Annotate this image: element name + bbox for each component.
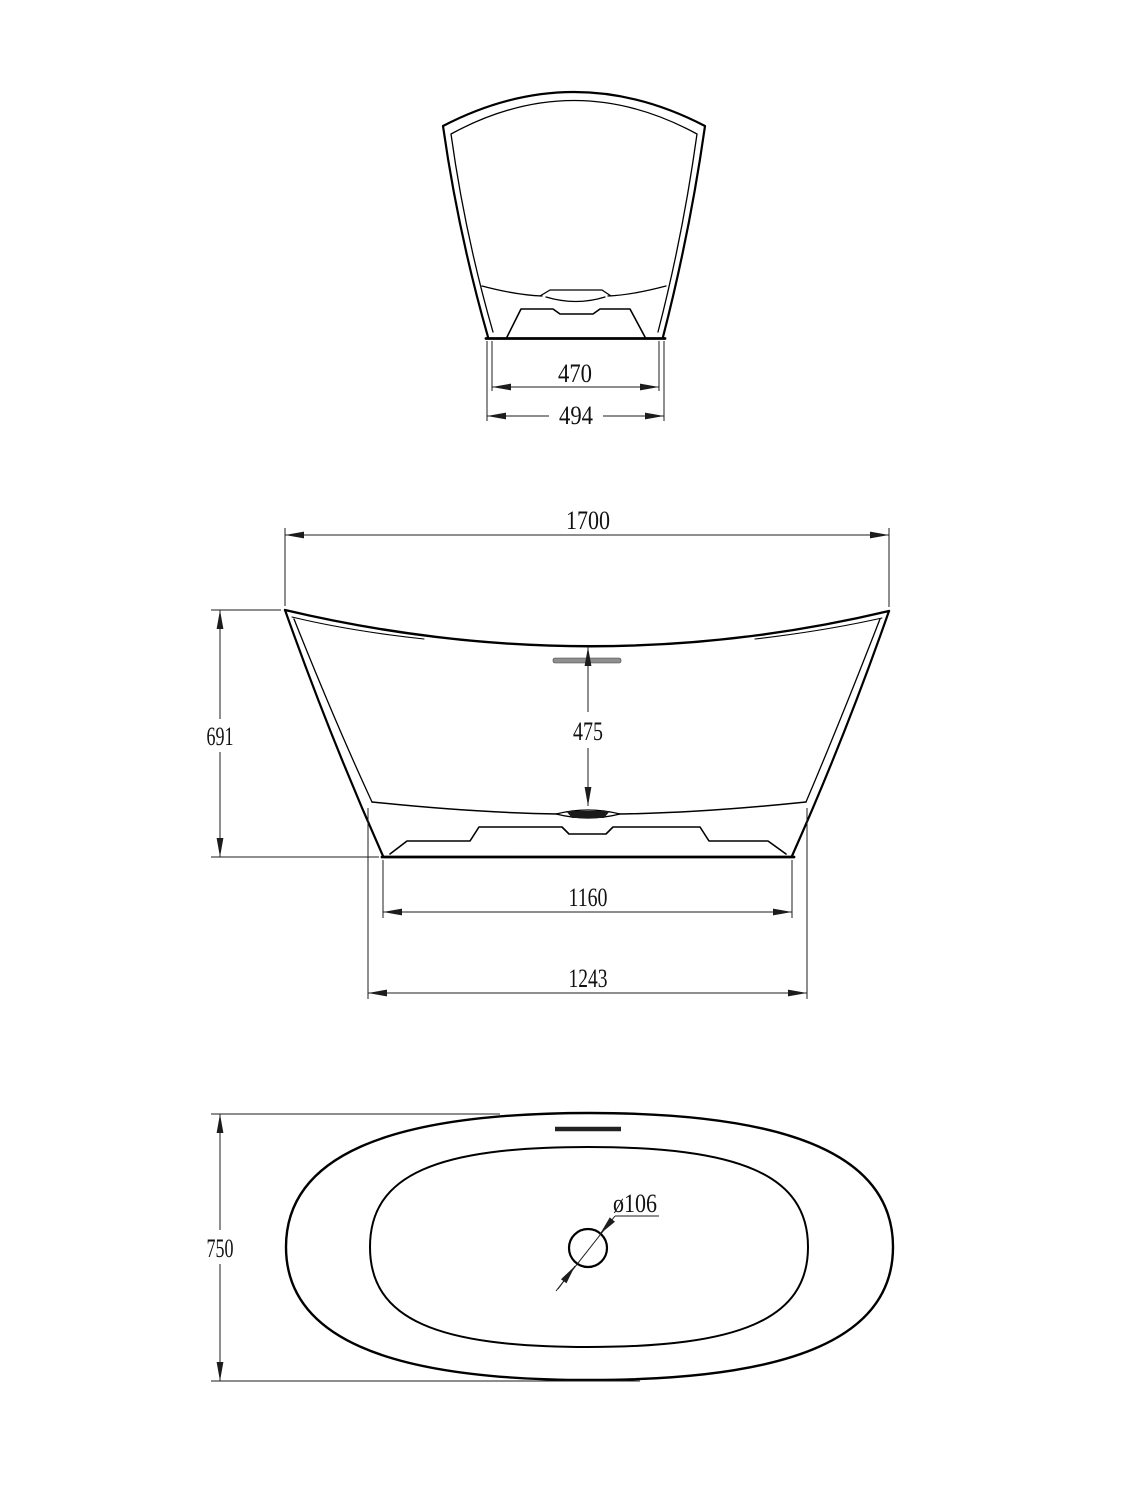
drain-leader-arrow-lower bbox=[558, 1266, 575, 1289]
side-elevation-view bbox=[207, 506, 890, 999]
drain-leader-arrow-upper bbox=[600, 1220, 612, 1234]
tub-plan-inner-rim bbox=[370, 1147, 808, 1347]
drain-boss-end-view-base-arc bbox=[546, 297, 605, 302]
dim-label-1160: 1160 bbox=[568, 883, 608, 912]
tub-side-bowl-bottom-right bbox=[618, 802, 806, 814]
drain-boss-end-view bbox=[540, 290, 611, 296]
plan-view bbox=[207, 1113, 894, 1381]
tub-end-inner-rim bbox=[451, 101, 697, 333]
dim-label-750: 750 bbox=[206, 1234, 234, 1263]
dim-label-691: 691 bbox=[206, 722, 234, 751]
rim-inner-accent-left bbox=[292, 617, 424, 639]
tub-side-wall-left-inner bbox=[294, 619, 372, 802]
drain-circle bbox=[569, 1229, 607, 1267]
end-elevation-view bbox=[443, 92, 705, 430]
dim-label-drain-diameter: ø106 bbox=[613, 1189, 657, 1218]
overflow-slot-side-view bbox=[553, 658, 621, 663]
dim-label-494: 494 bbox=[559, 401, 593, 430]
tub-end-bowl-bottom-right bbox=[608, 286, 666, 296]
tub-side-bowl-bottom-left bbox=[372, 802, 558, 814]
dim-label-475: 475 bbox=[573, 717, 603, 746]
dim-label-1243: 1243 bbox=[568, 964, 608, 993]
dim-label-470: 470 bbox=[558, 359, 592, 388]
skirt-recess-panel bbox=[507, 309, 645, 337]
drain-boss-side-view-dark bbox=[566, 811, 610, 818]
tub-side-wall-right-inner bbox=[806, 619, 880, 802]
rim-inner-accent-right bbox=[755, 618, 882, 639]
tub-plan-outer-rim bbox=[286, 1113, 893, 1380]
tub-side-rim-curve bbox=[285, 610, 889, 646]
tub-end-bowl-bottom-left bbox=[482, 286, 542, 296]
base-step-profile bbox=[390, 827, 786, 854]
dim-label-1700: 1700 bbox=[566, 506, 610, 535]
